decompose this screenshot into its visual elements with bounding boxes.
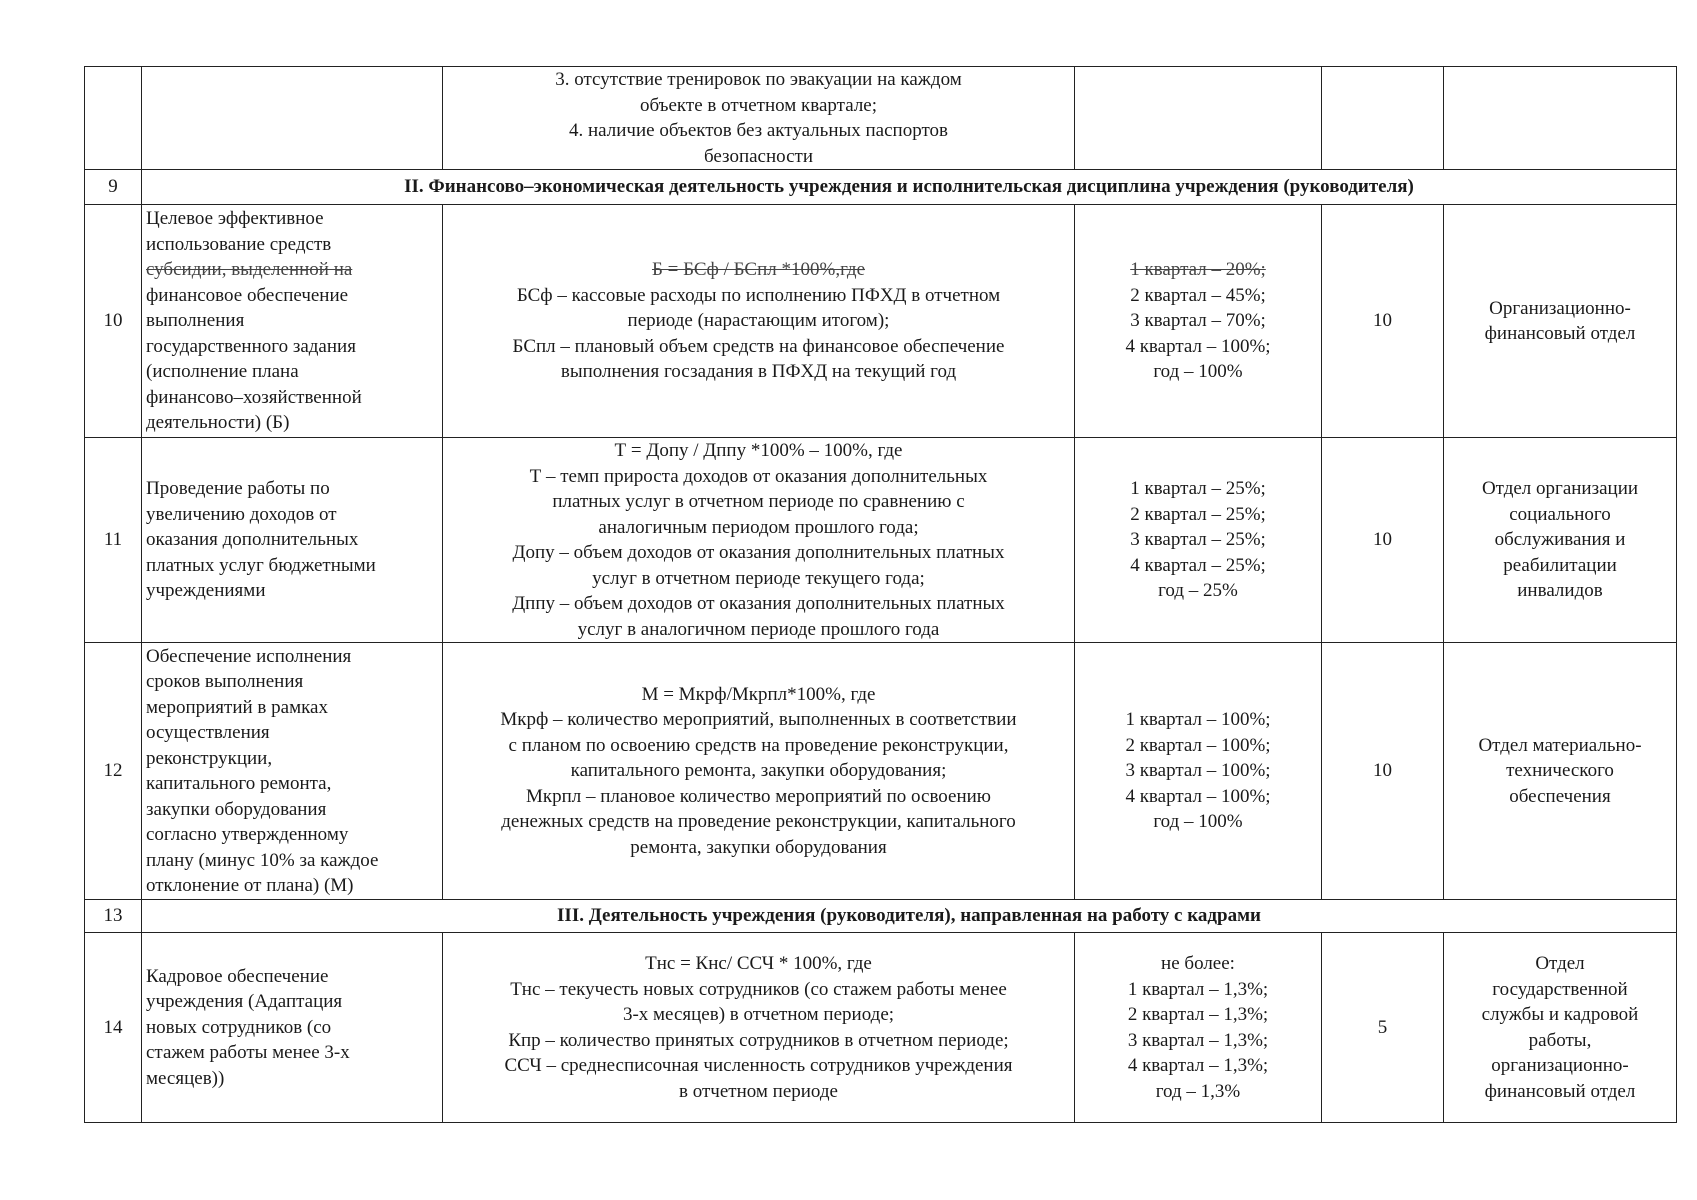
name-line: согласно утвержденному (146, 824, 349, 845)
target-line: год – 100% (1153, 361, 1243, 383)
formula-line: М = Мкрф/Мкрпл*100%, где (641, 683, 876, 705)
formula-line: ремонта, закупки оборудования (630, 836, 887, 858)
formula-line: Т = Допу / Дппу *100% – 100%, где (614, 440, 903, 461)
target-line: 1 квартал – 100%; (1125, 709, 1271, 731)
formula-line: 4. наличие объектов без актуальных паспортов (569, 120, 948, 141)
responsible-department (1444, 933, 1677, 1123)
formula-line: Мкрпл – плановое количество мероприятий по освоению (525, 785, 992, 807)
points-value: 10 (1322, 643, 1444, 900)
indicator-name (142, 643, 443, 900)
indicator-name (142, 67, 443, 170)
name-line: закупки оборудования (146, 798, 327, 820)
section-row (85, 900, 1677, 933)
formula-line: услуг в отчетном периоде текущего года; (592, 567, 925, 589)
points-value (1322, 67, 1444, 170)
dept-line: финансовый отдел (1484, 323, 1636, 344)
formula-line: БСпл – плановый объем средств на финансовое обеспечение (512, 335, 1005, 357)
responsible-department (1444, 67, 1677, 170)
formula-line: с планом по освоению средств на проведение реконструкции, (508, 734, 1009, 756)
formula-line: БСф – кассовые расходы по исполнению ПФХД в отчетном (516, 284, 1001, 306)
target-line: 1 квартал – 1,3%; (1127, 978, 1269, 1000)
formula-line: капитального ремонта, закупки оборудования; (570, 760, 947, 782)
target-values (1075, 438, 1322, 643)
formula-line: 3. отсутствие тренировок по эвакуации на каждом (555, 69, 962, 90)
indicators-table (84, 66, 1677, 1123)
responsible-department (1444, 643, 1677, 900)
name-line: сроков выполнения (146, 671, 304, 692)
formula-line: Дппу – объем доходов от оказания дополнительных платных (512, 593, 1005, 614)
section-title: III. Деятельность учреждения (руководителя), направленная на работу с кадрами (142, 900, 1677, 933)
calculation-formula (443, 205, 1075, 438)
target-values (1075, 67, 1322, 170)
target-line: 2 квартал – 1,3%; (1127, 1004, 1269, 1025)
target-line: 2 квартал – 45%; (1130, 284, 1266, 306)
formula-line: Тнс – текучесть новых сотрудников (со стажем работы менее (510, 978, 1007, 1000)
target-line: 4 квартал – 1,3%; (1127, 1055, 1269, 1076)
indicator-name (142, 438, 443, 643)
points-value: 10 (1322, 205, 1444, 438)
points-value: 10 (1322, 438, 1444, 643)
name-line: государственного задания (146, 335, 356, 357)
formula-line: Мкрф – количество мероприятий, выполненных в соответствии (500, 709, 1017, 731)
formula-line: Допу – объем доходов от оказания дополнительных платных (512, 542, 1005, 563)
formula-line: Б = БСф / БСпл *100%,где (651, 259, 866, 281)
name-line: осуществления (146, 722, 270, 743)
dept-line: обслуживания и (1494, 529, 1626, 551)
dept-line: организационно- (1491, 1055, 1629, 1076)
dept-line: социального (1509, 503, 1611, 525)
target-line: 4 квартал – 100%; (1125, 785, 1271, 807)
dept-line: инвалидов (1517, 580, 1603, 602)
formula-line: в отчетном периоде (679, 1080, 838, 1102)
section-title: II. Финансово–экономическая деятельность учреждения и исполнительская дисциплина учреждения (руководителя) (142, 170, 1677, 205)
name-line: увеличению доходов от (146, 503, 337, 525)
target-line: 4 квартал – 100%; (1125, 335, 1271, 357)
table-row (85, 67, 1677, 170)
indicator-name (142, 933, 443, 1123)
name-line: Обеспечение исполнения (146, 645, 352, 667)
name-line: Проведение работы по (146, 478, 330, 500)
indicator-name (142, 205, 443, 438)
formula-line: аналогичным периодом прошлого года; (598, 516, 919, 538)
row-number: 9 (85, 170, 142, 205)
target-line: 1 квартал – 20%; (1130, 259, 1266, 281)
row-number: 12 (85, 643, 142, 900)
target-line: 1 квартал – 25%; (1130, 478, 1266, 500)
name-line: (исполнение плана (146, 361, 299, 383)
table-row (85, 933, 1677, 1123)
name-line: капитального ремонта, (146, 773, 332, 794)
target-line: не более: (1161, 953, 1235, 974)
formula-line: 3-х месяцев) в отчетном периоде; (622, 1004, 895, 1025)
name-line: месяцев)) (146, 1067, 225, 1089)
target-line: 2 квартал – 25%; (1130, 503, 1266, 525)
name-line: деятельности) (Б) (146, 412, 290, 434)
points-value: 5 (1322, 933, 1444, 1123)
formula-line: ССЧ – среднесписочная численность сотрудников учреждения (504, 1055, 1013, 1076)
target-line: год – 100% (1153, 811, 1243, 833)
dept-line: технического (1506, 760, 1614, 782)
name-line: стажем работы менее 3-х (146, 1042, 350, 1064)
dept-line: Отдел организации (1481, 478, 1639, 500)
formula-line: платных услуг в отчетном периоде по сравнению с (552, 491, 965, 512)
formula-line: периоде (нарастающим итогом); (627, 310, 890, 332)
formula-line: Т – темп прироста доходов от оказания дополнительных (529, 465, 988, 487)
formula-line: Тнс = Кнс/ ССЧ * 100%, где (645, 953, 872, 974)
target-line: 2 квартал – 100%; (1125, 734, 1271, 756)
target-line: 3 квартал – 100%; (1125, 760, 1271, 782)
target-line: год – 25% (1158, 580, 1238, 602)
dept-line: работы, (1528, 1029, 1592, 1051)
formula-line: объекте в отчетном квартале; (639, 94, 878, 116)
name-line: новых сотрудников (со (146, 1016, 332, 1038)
formula-line: услуг в аналогичном периоде прошлого года (577, 618, 940, 640)
dept-line: финансовый отдел (1484, 1080, 1636, 1102)
target-line: год – 1,3% (1155, 1080, 1241, 1102)
calculation-formula (443, 643, 1075, 900)
calculation-formula (443, 438, 1075, 643)
dept-line: реабилитации (1503, 554, 1617, 576)
name-line: субсидии, выделенной на (146, 259, 353, 281)
dept-line: Отдел (1535, 953, 1585, 974)
dept-line: службы и кадровой (1481, 1004, 1639, 1025)
name-line: Целевое эффективное (146, 208, 324, 230)
name-line: платных услуг бюджетными (146, 554, 376, 576)
calculation-formula (443, 933, 1075, 1123)
formula-line: Кпр – количество принятых сотрудников в отчетном периоде; (508, 1029, 1009, 1051)
dept-line: Организационно- (1489, 297, 1631, 319)
target-line: 3 квартал – 25%; (1130, 529, 1266, 551)
dept-line: Отдел материально- (1478, 734, 1642, 756)
target-line: 3 квартал – 1,3%; (1127, 1029, 1269, 1051)
name-line: отклонение от плана) (М) (146, 875, 354, 896)
dept-line: обеспечения (1509, 785, 1611, 807)
table-row (85, 438, 1677, 643)
target-line: 3 квартал – 70%; (1130, 310, 1266, 332)
calculation-formula (443, 67, 1075, 170)
name-line: использование средств (146, 233, 332, 255)
table-row (85, 643, 1677, 900)
name-line: мероприятий в рамках (146, 696, 328, 718)
name-line: Кадровое обеспечение (146, 965, 329, 987)
name-line: выполнения (146, 310, 245, 332)
responsible-department (1444, 438, 1677, 643)
name-line: учреждениями (146, 580, 266, 602)
row-number: 10 (85, 205, 142, 438)
row-number: 14 (85, 933, 142, 1123)
table-row (85, 205, 1677, 438)
name-line: финансово–хозяйственной (146, 386, 362, 408)
target-values (1075, 205, 1322, 438)
name-line: финансовое обеспечение (146, 284, 349, 306)
name-line: оказания дополнительных (146, 529, 359, 551)
name-line: реконструкции, (146, 747, 273, 769)
target-values (1075, 643, 1322, 900)
name-line: плану (минус 10% за каждое (146, 849, 379, 871)
formula-line: денежных средств на проведение реконструкции, капитального (501, 811, 1016, 833)
formula-line: выполнения госзадания в ПФХД на текущий год (560, 361, 957, 383)
row-number (85, 67, 142, 170)
row-number: 11 (85, 438, 142, 643)
name-line: учреждения (Адаптация (146, 991, 343, 1013)
dept-line: государственной (1492, 978, 1628, 1000)
target-values (1075, 933, 1322, 1123)
section-row (85, 170, 1677, 205)
formula-line: безопасности (703, 145, 814, 167)
row-number: 13 (85, 900, 142, 933)
responsible-department (1444, 205, 1677, 438)
target-line: 4 квартал – 25%; (1130, 554, 1266, 576)
